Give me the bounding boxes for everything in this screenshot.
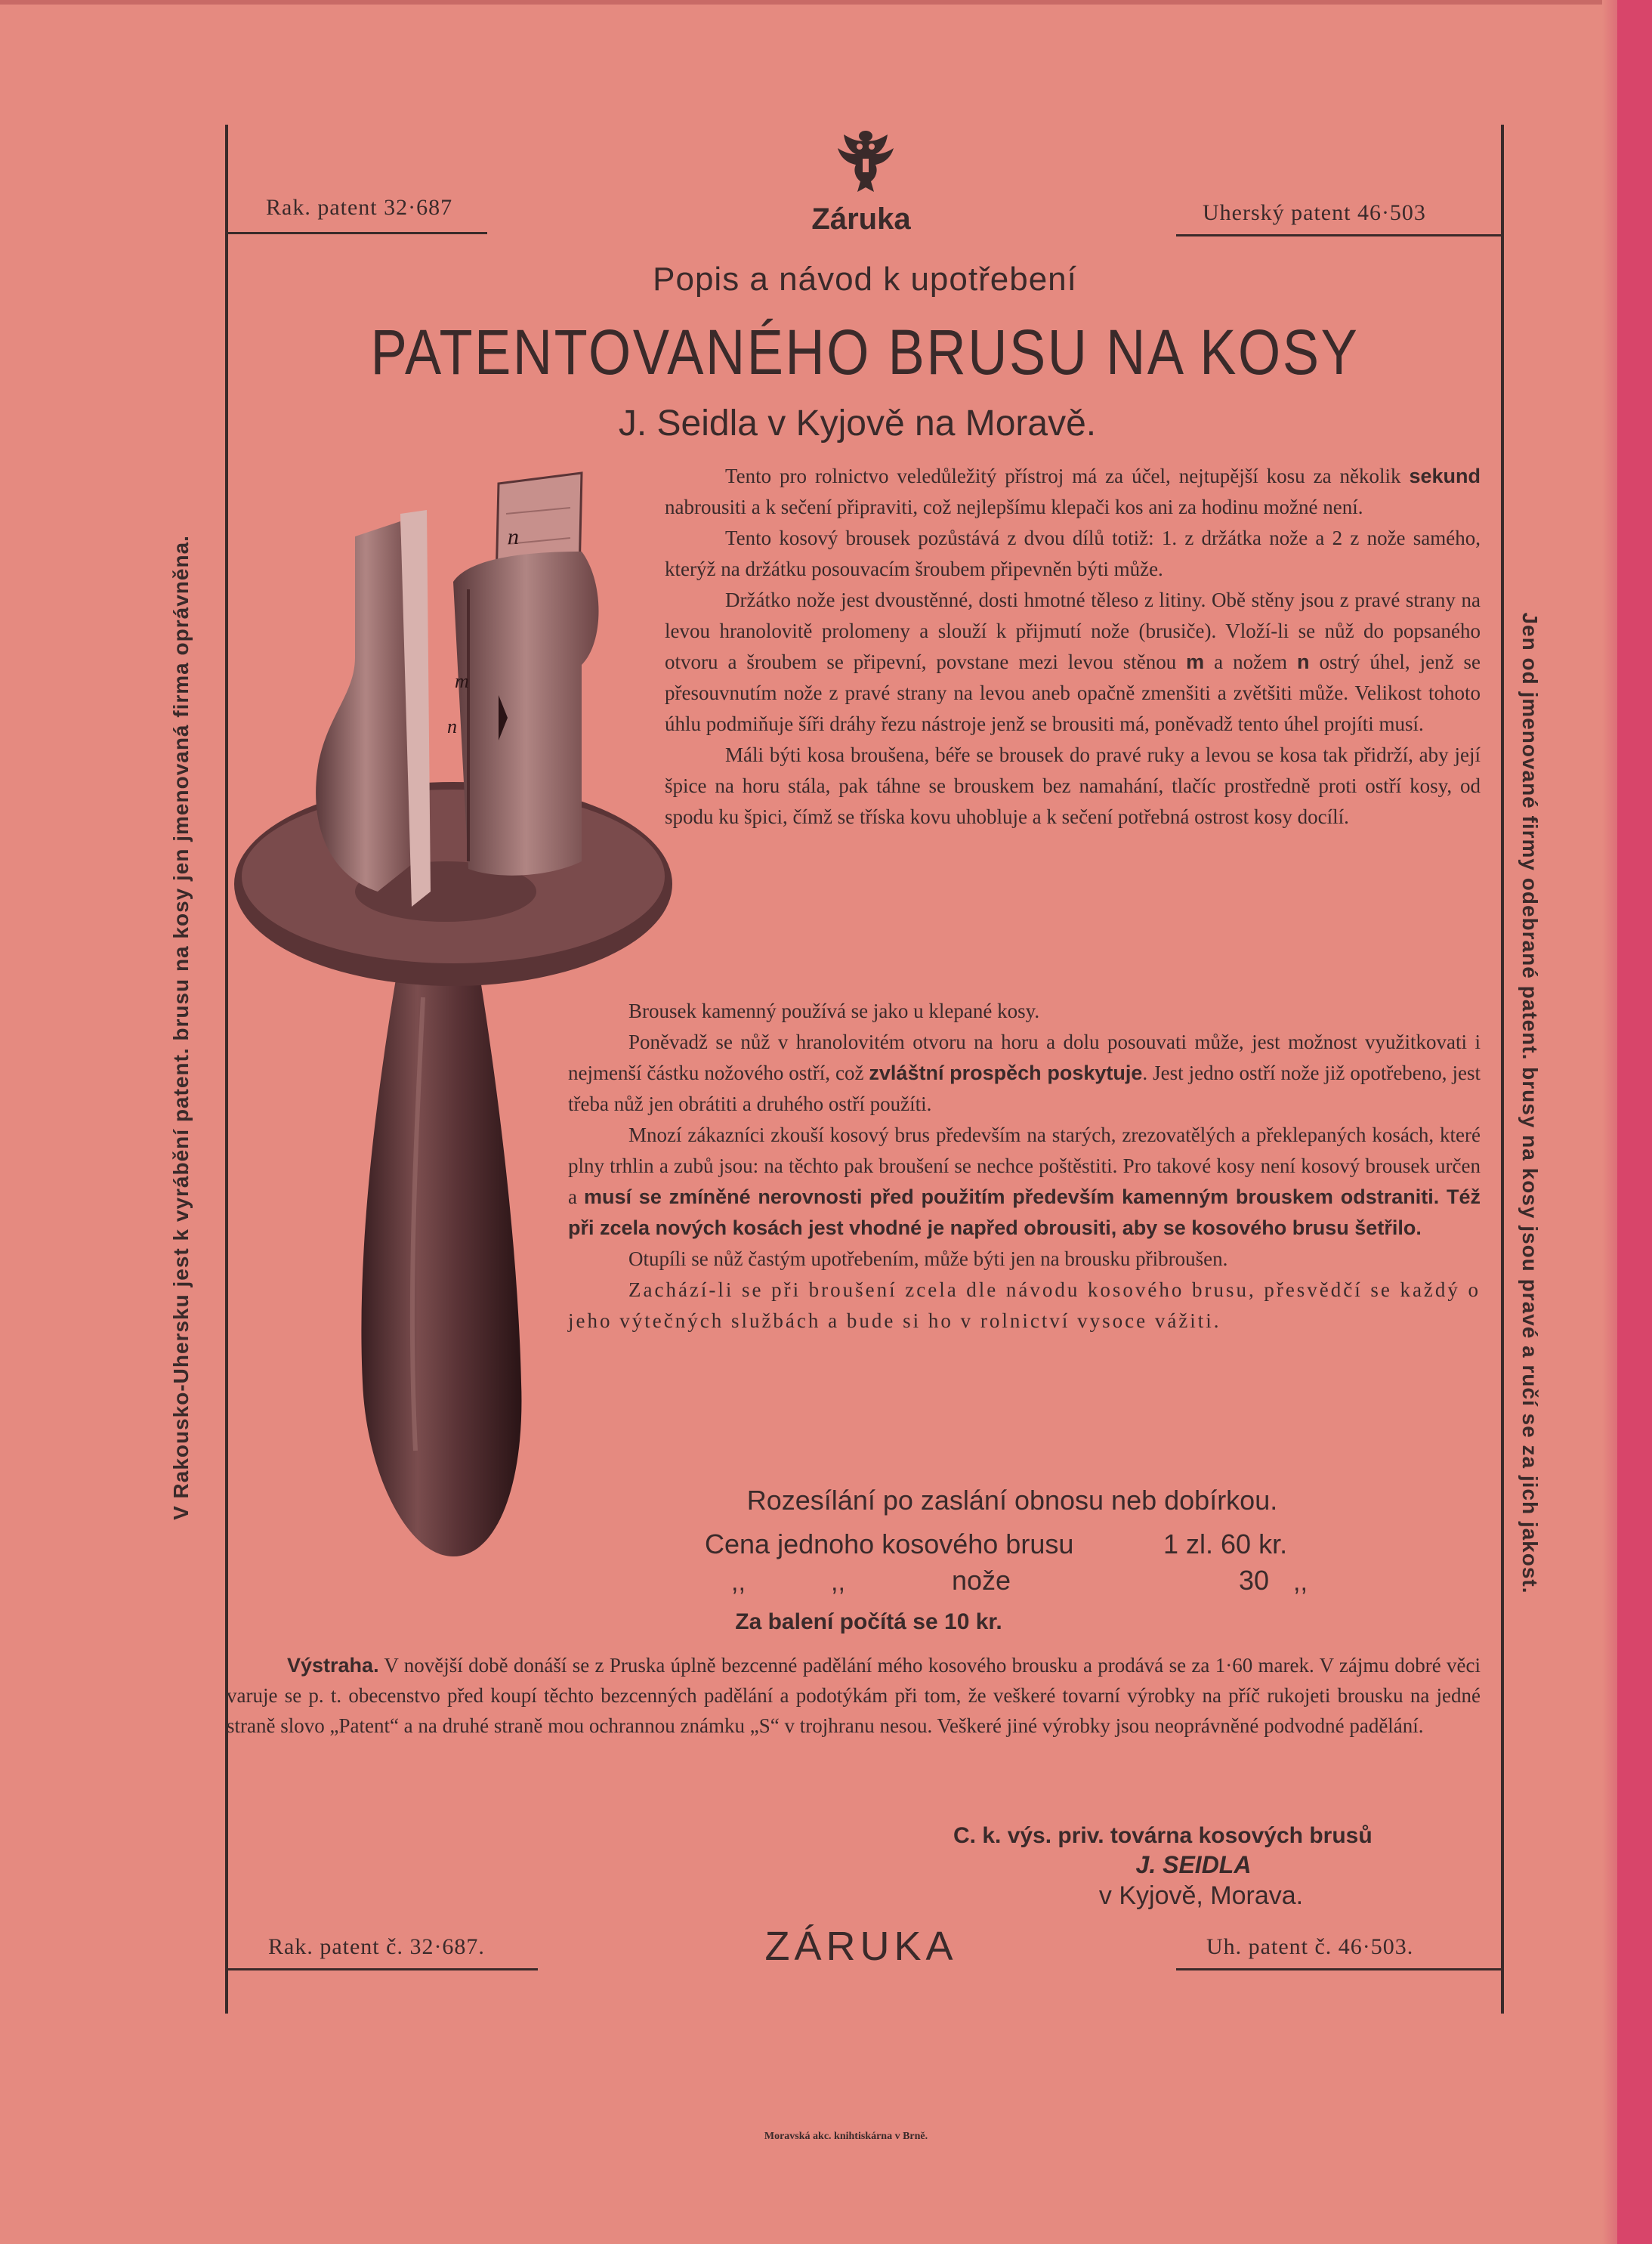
header-left-underline: [227, 232, 487, 234]
footer-patent-left: Rak. patent č. 32·687.: [268, 1934, 485, 1959]
wooden-handle: [361, 952, 521, 1556]
maker-line: J. Seidla v Kyjově na Moravě.: [618, 403, 1097, 444]
printer-imprint: Moravská akc. knihtiskárna v Brně.: [764, 2131, 928, 2142]
page-title: PATENTOVANÉHO BRUSU NA KOSY: [370, 317, 1360, 388]
price-brush-label: Cena jednoho kosového brusu: [705, 1528, 1074, 1559]
warning-text: Výstraha. V novější době donáší se z Pruska úplně bezcenné padělání mého kosového brousku a prodává se za 1·60 marek. V zájmu dobré věci varuje se p. t. obecenstvo před koupí těchto bezcenných padělání a podotýkám při tom, že veškeré tovarní výrobky na příč rukojeti brousku na jedné straně slovo „Patent“ a na druhé straně mou ochrannou známku „S“ v trojhranu nesou. Veškeré jiné výrobky jsou neoprávněné podvodné padělání.: [227, 1654, 1481, 1737]
right-border-rule: [1501, 125, 1504, 2014]
packing-note: Za balení počítá se 10 kr.: [735, 1609, 1002, 1634]
price-knife-label: nože: [952, 1565, 1011, 1596]
label-n-top: n: [508, 524, 519, 549]
price-knife-value: 30: [1239, 1565, 1270, 1596]
label-n-bottom: n: [447, 716, 457, 737]
page-edge: [1617, 0, 1652, 2244]
ditto-mark-3: ,,: [1293, 1568, 1308, 1596]
label-m: m: [455, 670, 469, 692]
warning-label: Výstraha.: [287, 1654, 379, 1677]
description-text-lower: Brousek kamenný používá se jako u klepané kosy. Poněvadž se nůž v hranolovitém otvoru na horu a dolu posouvati může, jest možnost využitkovati i nejmenší částku nožového ostří, což zvláštní prospěch poskytuje. Jest jedno ostří nože již opotřebeno, jest třeba nůž jen obrátiti a druhého ostří použíti. Mnozí zákazníci zkouší kosový brus především na starých, zrezovatělých a překlepaných kosách, které plny trhlin a zubů jsou: na těchto pak broušení se nechce poštěstiti. Pro takové kosy není kosový brousek určen a musí se zmíněné nerovnosti před použitím především kamenným brouskem odstraniti. Též při zcela nových kosách jest vhodné je napřed obrousiti, aby se kosového brusu šetřilo. Otupíli se nůž častým upotřebením, může býti jen na brousku přibroušen. Zachází-li se při broušení zcela dle návodu kosového brusu, přesvědčí se každý o jeho výtečných službách a bude si ho v rolnictví vysoce vážiti.: [568, 1000, 1481, 1332]
signature-line-2: J. SEIDLA: [1135, 1851, 1252, 1878]
double-eagle-emblem-icon: [835, 128, 897, 193]
header-guarantee: Záruka: [811, 202, 911, 236]
header-patent-left: Rak. patent 32·687: [266, 195, 453, 220]
right-wall: [453, 552, 599, 876]
left-wall-m: [316, 521, 415, 892]
left-side-notice: V Rakousko-Uhersku jest k vyrábění patent. brusu na kosy jen jmenovaná firma oprávněna.: [169, 535, 193, 1520]
description-text: Tento pro rolnictvo veledůležitý přístroj má za účel, nejtupější kosu za několik sekund nabrousiti a k sečení připraviti, což nejlepšímu klepači kos ani za hodinu možné není. Tento kosový brousek pozůstává z dvou dílů totiž: 1. z držátka nože a 2 z nože samého, kterýž na držátku posouvacím šroubem připevněn býti může. Držátko nože jest dvoustěnné, dosti hmotné těleso z litiny. Obě stěny jsou z pravé strany na levou hranolovitě prolomeny a slouží k přijmutí nože (brusiče). Vloží-li se nůž do popsaného otvoru a šroubem se připevní, povstane mezi levou stěnou m a nožem n ostrý úhel, jenž se přesouvnutím nože z pravé strany na levou aneb opačně zmenšiti a zvětšiti může. Velikost tohoto úhlu podmiňuje šíři dráhy řezu nástroje jenž se brousiti má, poněvadž tento úhel projíti musí. Máli býti kosa broušena, béře se brousek do pravé ruky a levou se kosa tak přidrží, aby její špice na horu stála, pak táhne se brouskem bez namahání, tlačíc prostředně proti ostří kosy, od spodu ku špici, čímž se tříska kovu uhobluje a k sečení potřebná ostrost kosy docílí.: [665, 465, 1481, 828]
ditto-mark-1: ,,: [731, 1568, 746, 1596]
price-brush-value: 1 zl. 60 kr.: [1163, 1528, 1288, 1559]
footer-left-underline: [227, 1968, 538, 1970]
page-edge-shade: [1602, 0, 1617, 2244]
header-right-underline: [1176, 234, 1501, 236]
top-paper-strip: [0, 0, 1602, 5]
signature-line-1: C. k. výs. priv. továrna kosových brusů: [953, 1823, 1373, 1848]
footer-right-underline: [1176, 1968, 1501, 1970]
signature-line-3: v Kyjově, Morava.: [1098, 1881, 1304, 1910]
shipping-note: Rozesílání po zaslání obnosu neb dobírkou.: [746, 1485, 1278, 1516]
ditto-mark-2: ,,: [831, 1568, 845, 1596]
header-patent-right: Uherský patent 46·503: [1203, 200, 1426, 225]
footer-guarantee: ZÁRUKA: [764, 1924, 958, 1969]
subtitle: Popis a návod k upotřebení: [653, 261, 1077, 298]
footer-patent-right: Uh. patent č. 46·503.: [1206, 1934, 1414, 1959]
right-side-notice: Jen od jmenované firmy odebrané patent. brusy na kosy jsou pravé a ručí se za jich jakost.: [1518, 612, 1542, 1594]
